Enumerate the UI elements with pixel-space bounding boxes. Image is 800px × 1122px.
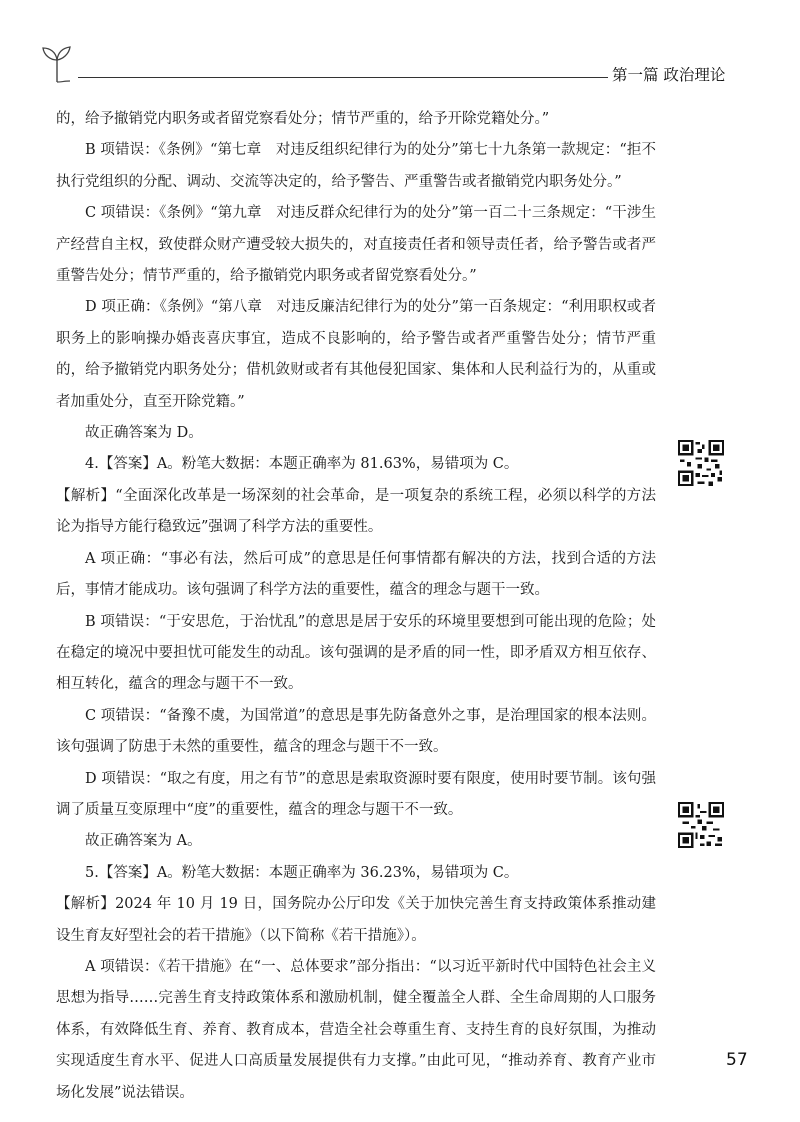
header-rule [78, 77, 608, 78]
paragraph: 【解析】2024 年 10 月 19 日，国务院办公厅印发《关于加快完善生育支持政策体系推动建设生育友好型社会的若干措施》（以下简称《若干措施》）。 [56, 896, 656, 944]
paragraph: C 项错误：“备豫不虞，为国常道”的意思是事先防备意外之事，是治理国家的根本法则。该句强调了防患于未然的重要性，蕴含的理念与题干不一致。 [56, 707, 656, 756]
answer-explanation-body [56, 104, 656, 1109]
paragraph: A 项错误：《若干措施》在“一、总体要求”部分指出：“以习近平新时代中国特色社会主义思想为指导……完善生育支持政策体系和激励机制，健全覆盖全人群、全生命周期的人口服务体系，有效降低生育、养育、教育成本，营造全社会尊重生育、支持生育的良好氛围，为推动实现适度生育水平、促进人口高质量发展提供有力支撑。”由此可见，“推动养育、教育产业市场化发展”说法错误。 [56, 958, 656, 1101]
paragraph: B 项错误：《条例》“第七章 对违反组织纪律行为的处分”第七十九条第一款规定：“拒不执行党组织的分配、调动、交流等决定的，给予警告、严重警告或者撤销党内职务处分。” [56, 142, 656, 190]
paragraph: D 项正确：《条例》“第八章 对违反廉洁纪律行为的处分”第一百条规定：“利用职权或者职务上的影响操办婚丧喜庆事宜，造成不良影响的，给予警告或者严重警告处分；情节严重的，给予撤销党内职务处分；借机敛财或者有其他侵犯国家、集体和人民利益行为的，从重或者加重处分，直至开除党籍。” [56, 299, 656, 410]
paragraph: 5.【答案】A。粉笔大数据：本题正确率为 36.23%，易错项为 C。 [85, 864, 519, 881]
section-title: 第一篇 政治理论 [612, 66, 726, 84]
qr-code-icon[interactable] [678, 802, 724, 848]
paragraph: B 项错误：“于安思危，于治忧乱”的意思是居于安乐的环境里要想到可能出现的危险；处在稳定的境况中要担忧可能发生的动乱。该句强调的是矛盾的同一性，即矛盾双方相互依存、相互转化，蕴含的理念与题干不一致。 [56, 613, 656, 693]
sprout-icon [40, 44, 74, 84]
paragraph: C 项错误：《条例》“第九章 对违反群众纪律行为的处分”第一百二十三条规定：“干涉生产经营自主权，致使群众财产遭受较大损失的，对直接责任者和领导责任者，给予警告或者严重警告处分；情节严重的，给予撤销党内职务或者留党察看处分。” [56, 205, 656, 285]
qr-code-icon[interactable] [678, 440, 724, 486]
paragraph: A 项正确：“事必有法，然后可成”的意思是任何事情都有解决的方法，找到合适的方法后，事情才能成功。该句强调了科学方法的重要性，蕴含的理念与题干一致。 [56, 550, 656, 599]
paragraph: 故正确答案为 D。 [85, 425, 203, 442]
page-header [0, 0, 800, 100]
page-number: 57 [726, 1050, 748, 1070]
paragraph: 故正确答案为 A。 [85, 833, 202, 850]
paragraph: D 项错误：“取之有度，用之有节”的意思是索取资源时要有限度，使用时要节制。该句强调了质量互变原理中“度”的重要性，蕴含的理念与题干不一致。 [56, 770, 656, 818]
paragraph: 4.【答案】A。粉笔大数据：本题正确率为 81.63%，易错项为 C。 [85, 456, 519, 473]
paragraph: 的，给予撤销党内职务或者留党察看处分；情节严重的，给予开除党籍处分。” [56, 111, 550, 127]
paragraph: 【解析】“全面深化改革是一场深刻的社会革命，是一项复杂的系统工程，必须以科学的方法论为指导方能行稳致远”强调了科学方法的重要性。 [56, 487, 656, 536]
